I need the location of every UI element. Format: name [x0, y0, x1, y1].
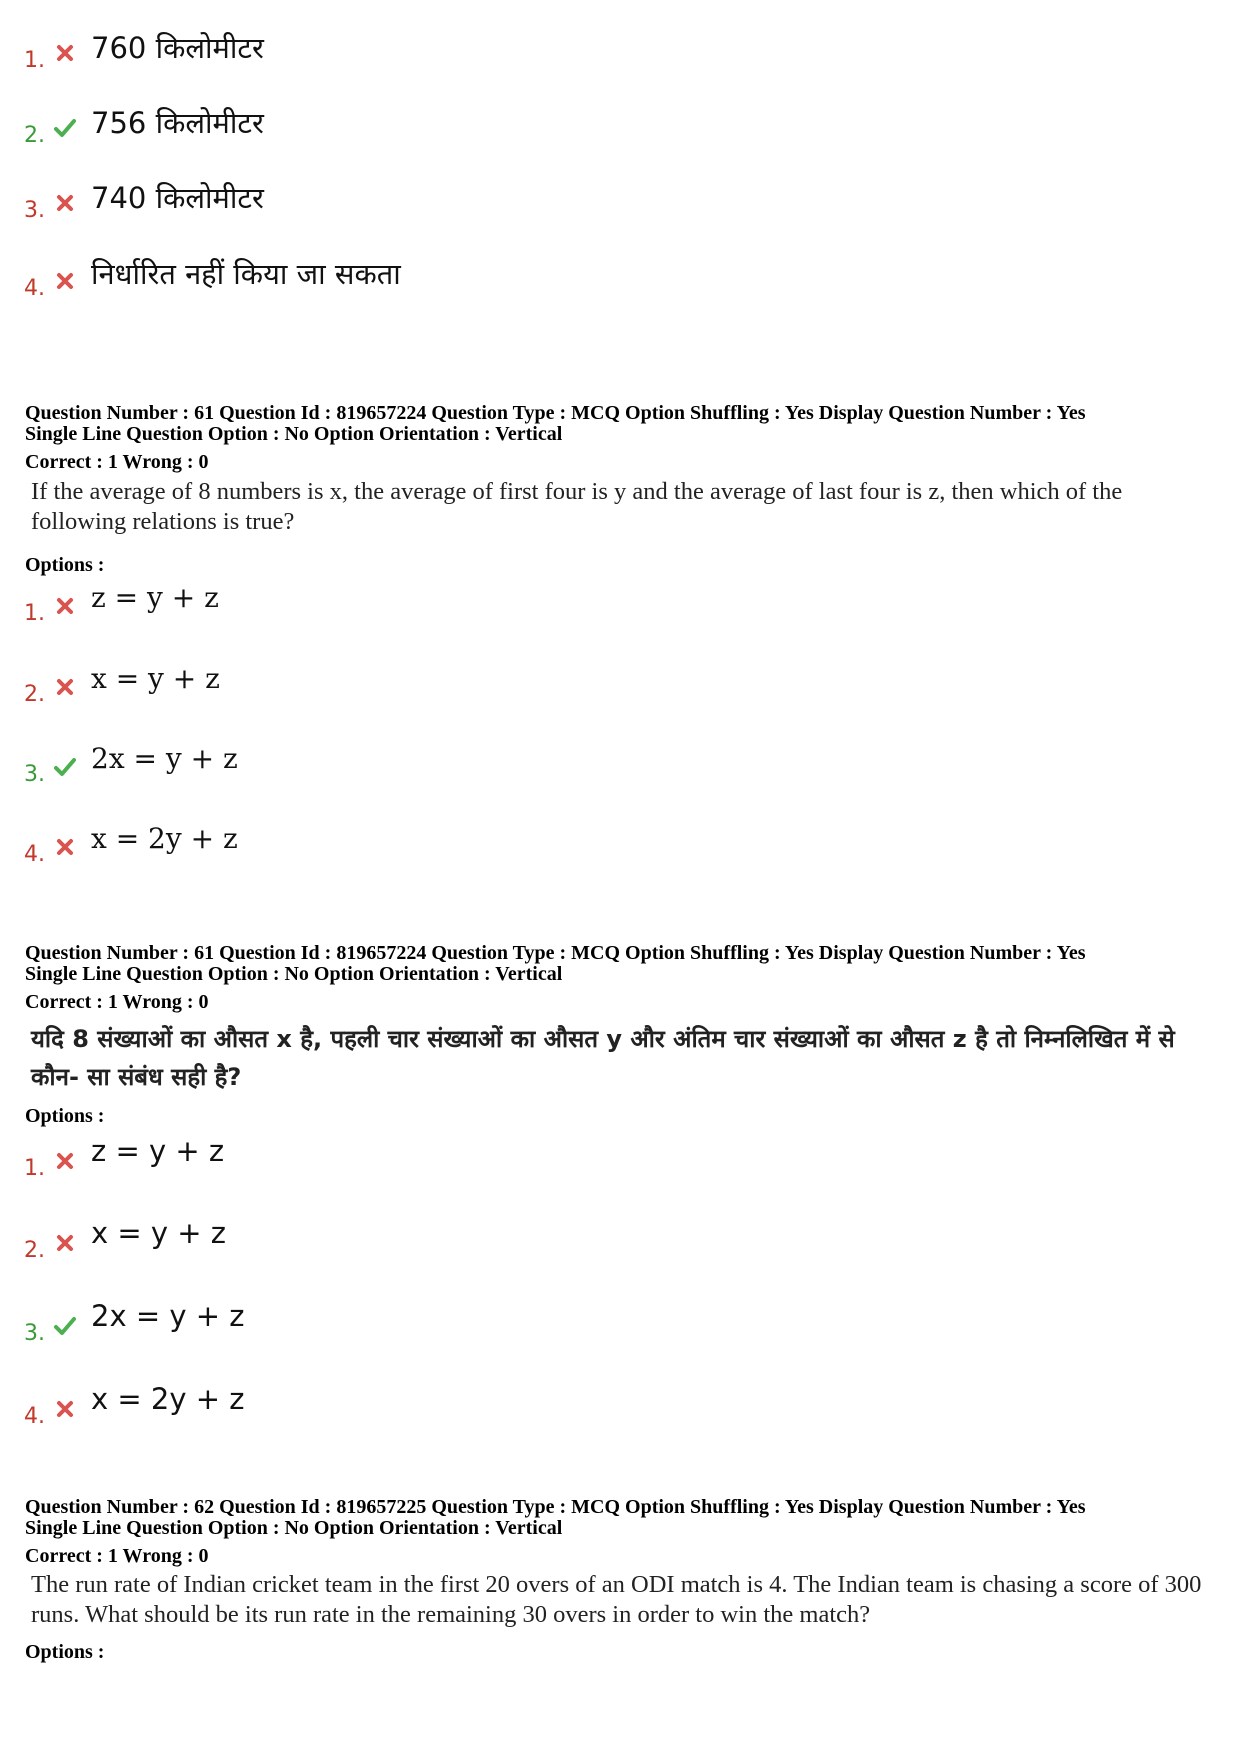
score-info: Correct : 1 Wrong : 0 [25, 1545, 209, 1567]
option-number: 1. [24, 48, 45, 73]
question-meta: Single Line Question Option : No Option Orientation : Vertical [25, 423, 563, 445]
option-number: 4. [24, 276, 45, 301]
wrong-icon [54, 836, 76, 858]
wrong-icon [54, 192, 76, 214]
option-number: 4. [24, 842, 45, 867]
wrong-icon [54, 676, 76, 698]
option-text: x = 2y + z [91, 822, 238, 855]
option-text: x = y + z [91, 662, 220, 695]
wrong-icon [54, 1398, 76, 1420]
question-meta: Question Number : 62 Question Id : 819657225 Question Type : MCQ Option Shuffling : Yes Display Question Number : Yes [25, 1496, 1086, 1518]
question-meta: Question Number : 61 Question Id : 819657224 Question Type : MCQ Option Shuffling : Yes Display Question Number : Yes [25, 942, 1086, 964]
question-text: The run rate of Indian cricket team in the first 20 overs of an ODI match is 4. The Indian team is chasing a score of 300 runs. What should be its run rate in the remaining 30 overs in order to win the match? [31, 1571, 1202, 1628]
option-number: 2. [24, 123, 45, 148]
score-info: Correct : 1 Wrong : 0 [25, 991, 209, 1013]
question-meta: Single Line Question Option : No Option Orientation : Vertical [25, 963, 563, 985]
option-text: z = y + z [91, 1134, 225, 1168]
question-meta: Question Number : 61 Question Id : 819657224 Question Type : MCQ Option Shuffling : Yes Display Question Number : Yes [25, 402, 1086, 424]
option-number: 3. [24, 1321, 45, 1346]
check-icon [54, 756, 76, 778]
check-icon [54, 117, 76, 139]
option-text: z = y + z [91, 581, 219, 614]
option-number: 2. [24, 1238, 45, 1263]
question-text: यदि 8 संख्याओं का औसत x है, पहली चार संख्याओं का औसत y और अंतिम चार संख्याओं का औसत z है तो निम्नलिखित में से कौन- सा संबंध सही है? [31, 1025, 1175, 1091]
option-text: 2x = y + z [91, 1299, 245, 1333]
option-text: x = 2y + z [91, 1382, 245, 1416]
question-meta: Single Line Question Option : No Option Orientation : Vertical [25, 1517, 563, 1539]
wrong-icon [54, 42, 76, 64]
wrong-icon [54, 595, 76, 617]
option-text: 740 किलोमीटर [91, 181, 264, 215]
check-icon [54, 1315, 76, 1337]
option-text: 760 किलोमीटर [91, 31, 264, 65]
options-label: Options : [25, 1641, 105, 1663]
wrong-icon [54, 1232, 76, 1254]
option-number: 4. [24, 1404, 45, 1429]
option-number: 1. [24, 601, 45, 626]
option-text: 2x = y + z [91, 742, 238, 775]
options-label: Options : [25, 554, 105, 576]
options-label: Options : [25, 1105, 105, 1127]
score-info: Correct : 1 Wrong : 0 [25, 451, 209, 473]
option-number: 2. [24, 682, 45, 707]
wrong-icon [54, 270, 76, 292]
question-text: If the average of 8 numbers is x, the average of first four is y and the average of last four is z, then which of the following relations is true? [31, 478, 1123, 535]
option-text: x = y + z [91, 1216, 227, 1250]
option-number: 3. [24, 762, 45, 787]
option-number: 1. [24, 1156, 45, 1181]
option-text: 756 किलोमीटर [91, 106, 264, 140]
option-text: निर्धारित नहीं किया जा सकता [91, 257, 401, 291]
wrong-icon [54, 1150, 76, 1172]
option-number: 3. [24, 198, 45, 223]
